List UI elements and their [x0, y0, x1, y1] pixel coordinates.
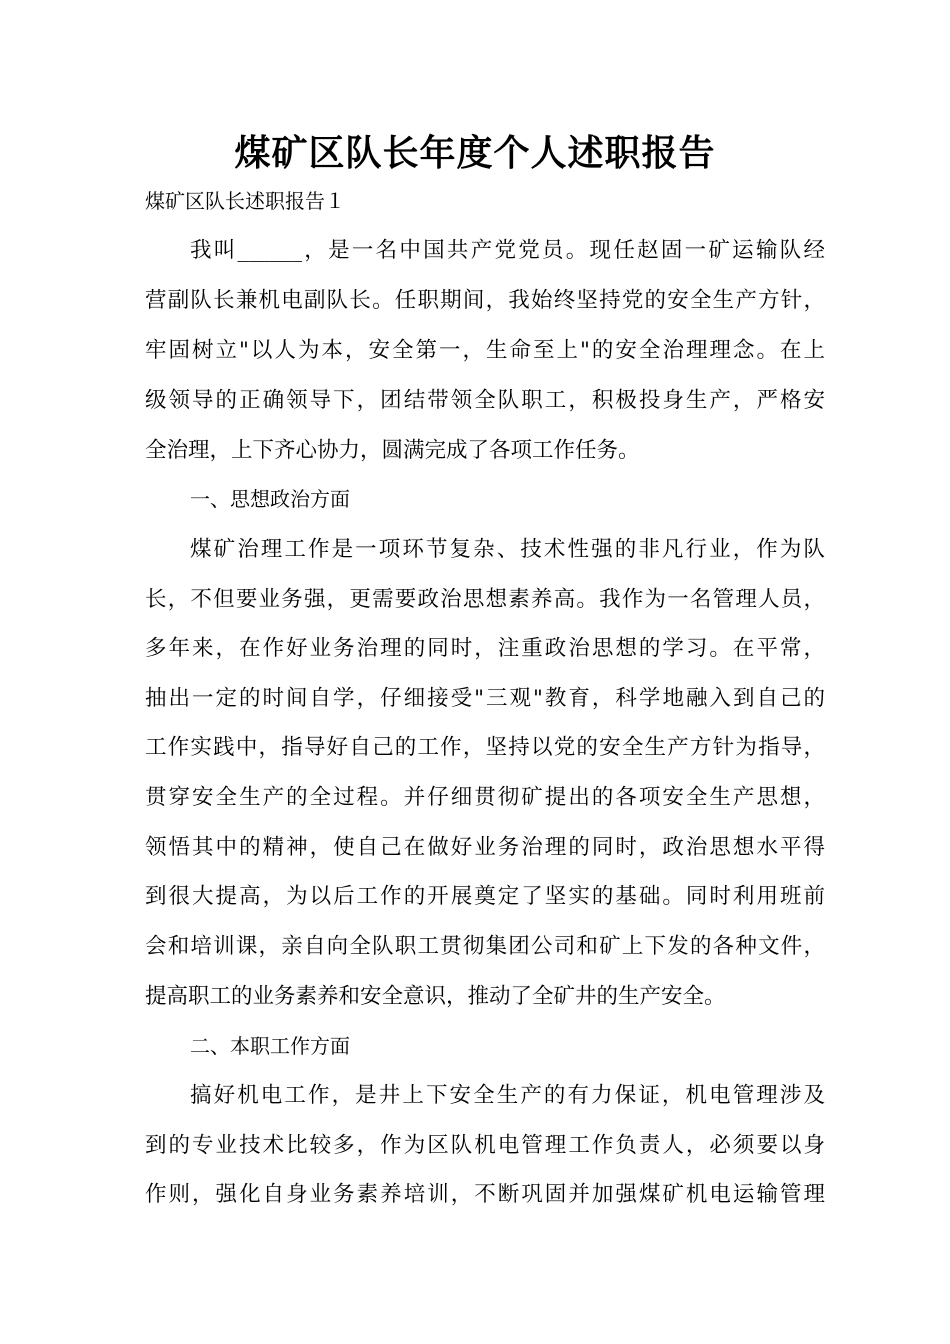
paragraph-line: 长，不但要业务强，更需要政治思想素养高。我作为一名管理人员， — [145, 587, 825, 612]
paragraph-line: 贯穿安全生产的全过程。并仔细贯彻矿提出的各项安全生产思想， — [145, 785, 825, 810]
paragraph-line: 牢固树立"以人为本，安全第一，生命至上"的安全治理理念。在上 — [145, 338, 825, 363]
paragraph-line: 到很大提高，为以后工作的开展奠定了坚实的基础。同时利用班前 — [145, 884, 825, 909]
paragraph-line: 我叫______，是一名中国共产党党员。现任赵固一矿运输队经 — [190, 238, 825, 263]
paragraph-line: 到的专业技术比较多，作为区队机电管理工作负责人，必须要以身 — [145, 1133, 825, 1158]
paragraph-line: 领悟其中的精神，使自己在做好业务治理的同时，政治思想水平得 — [145, 835, 825, 860]
paragraph-line: 营副队长兼机电副队长。任职期间，我始终坚持党的安全生产方针， — [145, 288, 825, 313]
section-heading: 二、本职工作方面 — [190, 1034, 350, 1058]
paragraph-line: 级领导的正确领导下，团结带领全队职工，积极投身生产，严格安 — [145, 388, 825, 413]
paragraph-line: 煤矿治理工作是一项环节复杂、技术性强的非凡行业，作为队 — [190, 537, 825, 562]
paragraph-line: 搞好机电工作，是井上下安全生产的有力保证，机电管理涉及 — [190, 1083, 825, 1108]
paragraph-line: 多年来，在作好业务治理的同时，注重政治思想的学习。在平常， — [145, 636, 825, 661]
section-heading: 一、思想政治方面 — [190, 487, 350, 511]
paragraph-line: 会和培训课，亲自向全队职工贯彻集团公司和矿上下发的各种文件， — [145, 934, 825, 959]
document-subtitle: 煤矿区队长述职报告１ — [145, 189, 345, 213]
paragraph-line: 抽出一定的时间自学，仔细接受"三观"教育，科学地融入到自己的 — [145, 686, 825, 711]
paragraph-line: 工作实践中，指导好自己的工作，坚持以党的安全生产方针为指导， — [145, 735, 825, 760]
paragraph-line: 提高职工的业务素养和安全意识，推动了全矿井的生产安全。 — [145, 984, 726, 1009]
document-title: 煤矿区队长年度个人述职报告 — [234, 132, 716, 174]
paragraph-line: 作则，强化自身业务素养培训，不断巩固并加强煤矿机电运输管理 — [145, 1182, 825, 1207]
paragraph-line: 全治理，上下齐心协力，圆满完成了各项工作任务。 — [145, 438, 640, 463]
